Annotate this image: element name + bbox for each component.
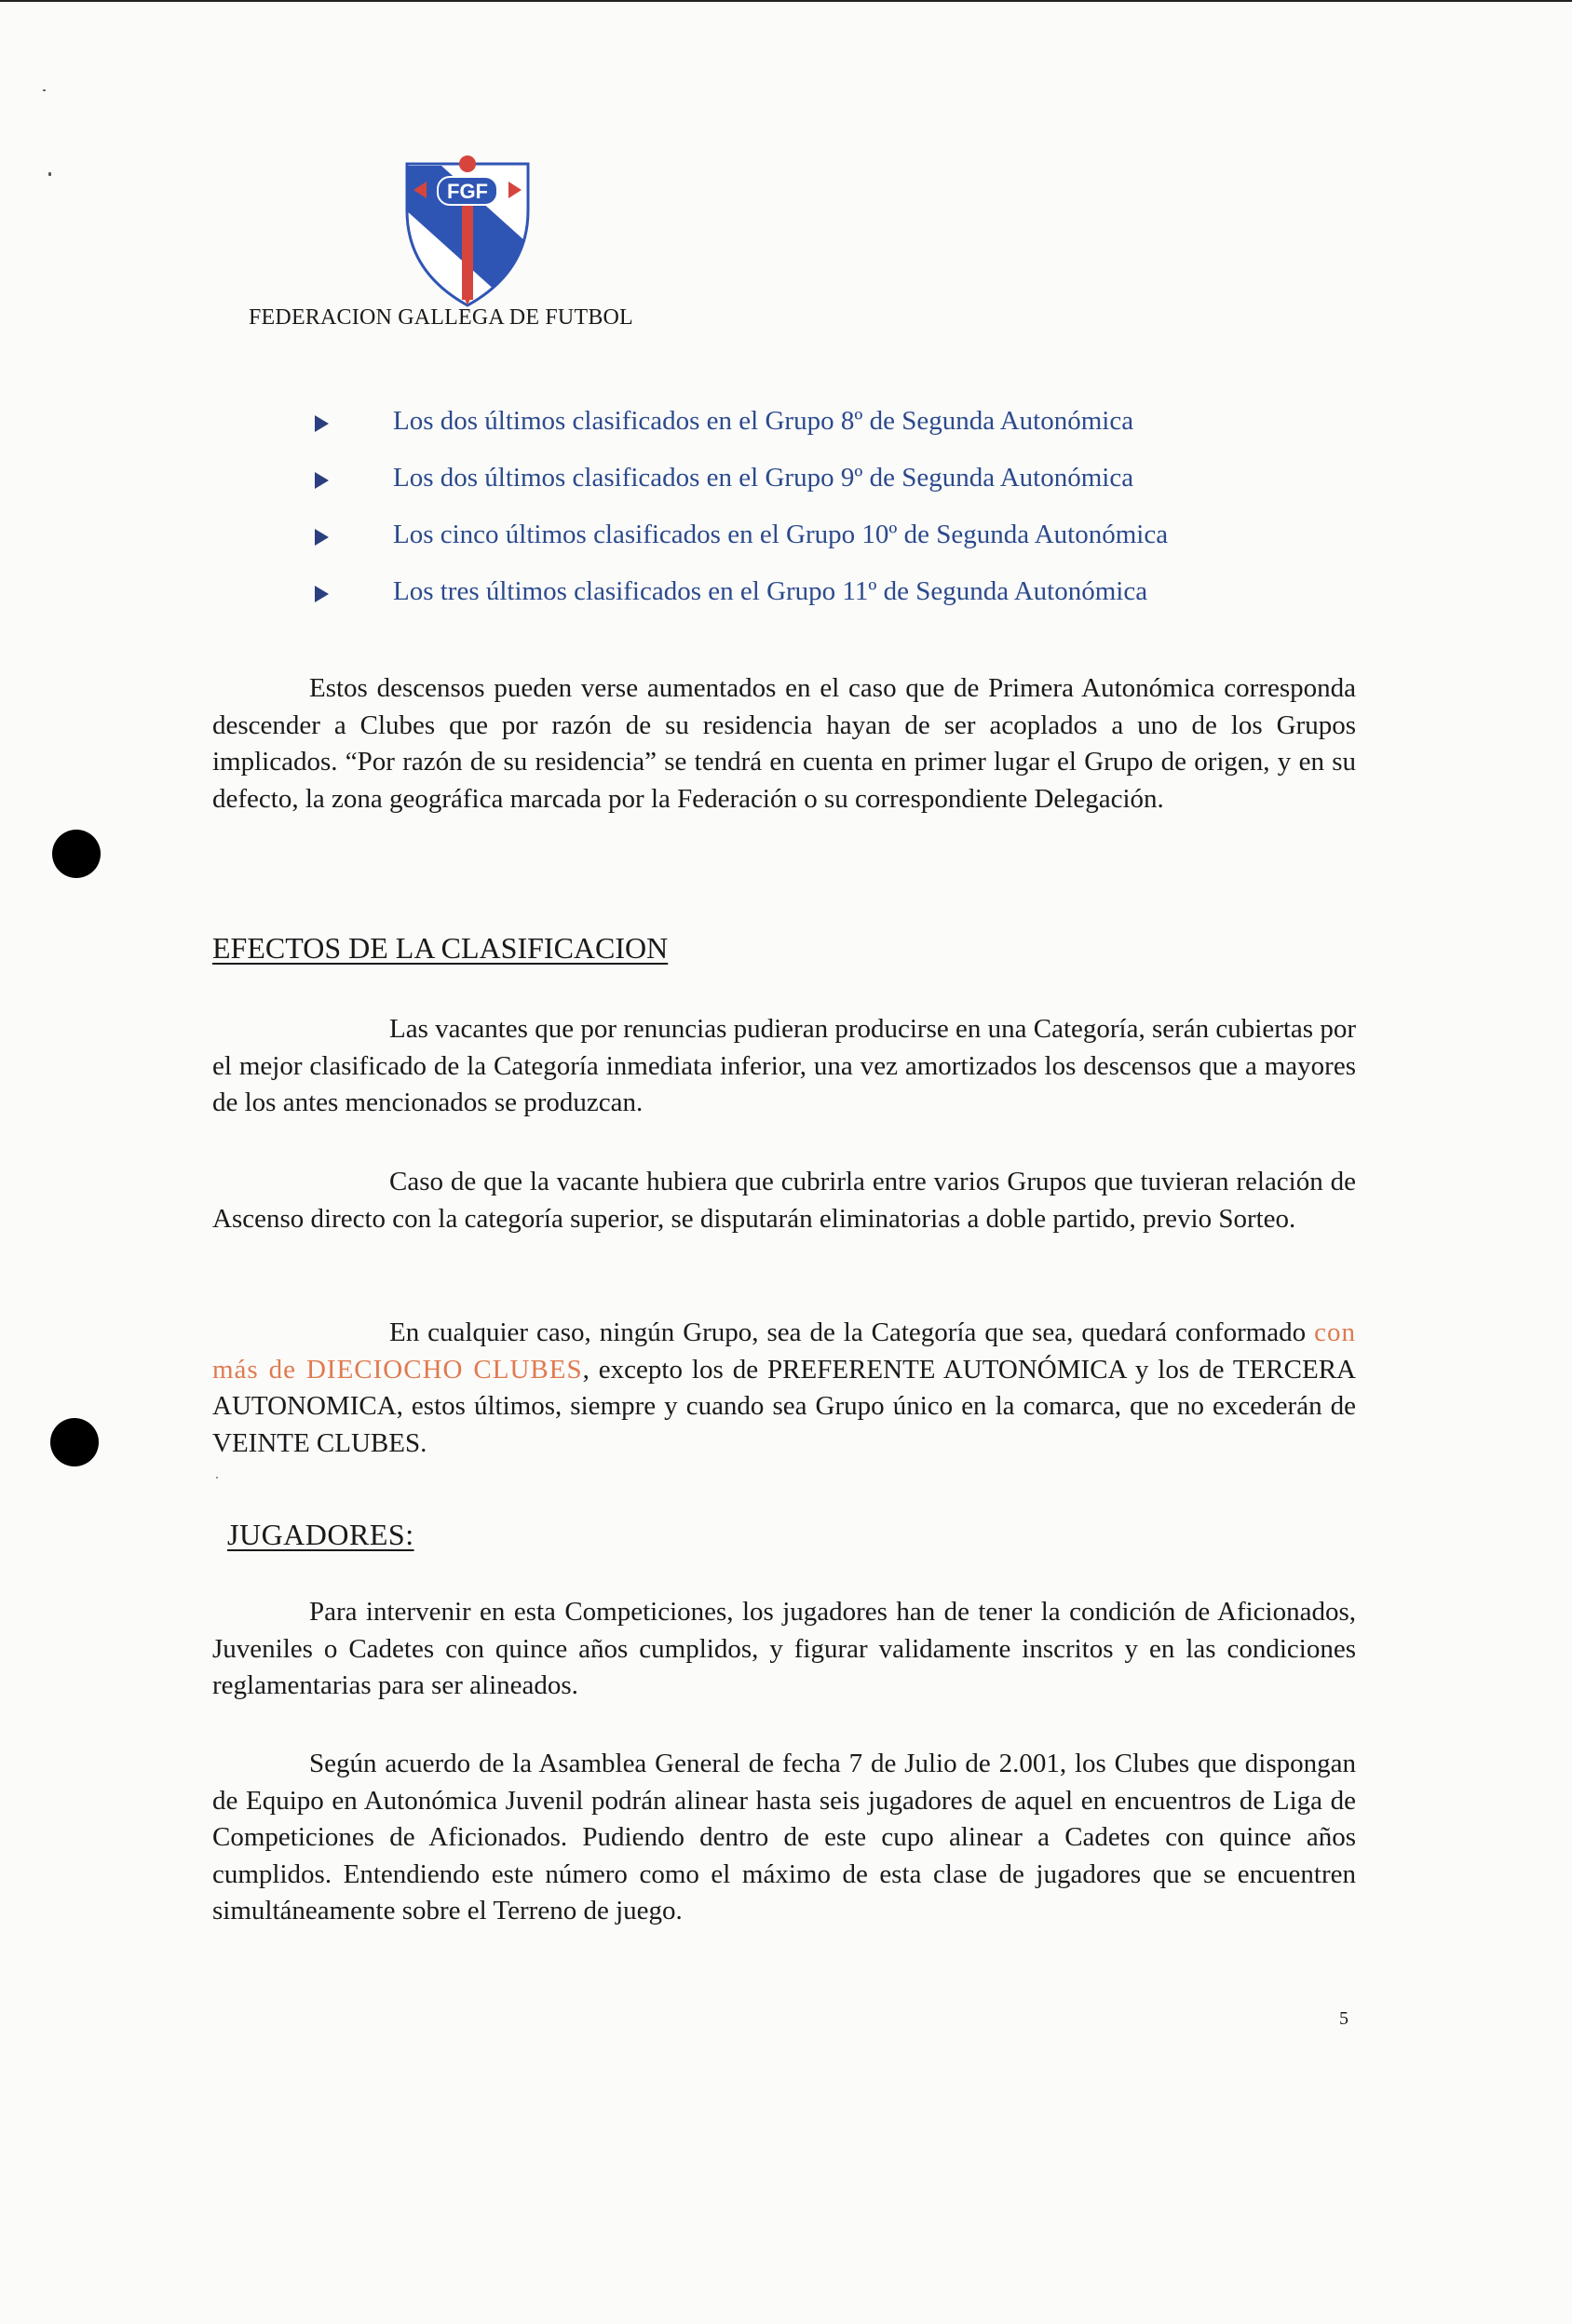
list-item-text: Los tres últimos clasificados en el Grupo 11º de Segunda Autonómica (393, 576, 1148, 606)
jugadores-paragraph-2: Según acuerdo de la Asamblea General de fecha 7 de Julio de 2.001, los Clubes que dispongan de Equipo en Autonómica Juvenil podrán alinear hasta seis jugadores de aquel en encuentros de Liga de Competiciones de Aficionados. Pudiendo dentro de este cupo alinear a Cadetes con quince años cumplidos. Entendiendo este número como el máximo de esta clase de jugadores que se encuentren simultáneamente sobre el Terreno de juego. (212, 1749, 1356, 1925)
list-item-text: Los cinco últimos clasificados en el Grupo 10º de Segunda Autonómica (393, 520, 1169, 549)
page-number: 5 (1339, 2008, 1348, 2029)
arrow-bullet-icon (315, 415, 329, 432)
efectos-heading: EFECTOS DE LA CLASIFICACION (212, 931, 669, 965)
organization-name: FEDERACION GALLEGA DE FUTBOL (249, 305, 633, 330)
jugadores-heading: JUGADORES: (227, 1518, 414, 1551)
scan-speck (216, 1477, 218, 1479)
arrow-bullet-icon (315, 472, 329, 489)
intro-paragraph: Estos descensos pueden verse aumentados en el caso que de Primera Autonómica corresponda descender a Clubes que por razón de su residencia hayan de ser acoplados a uno de los Grupos implicados. “Por razón de su residencia” se tendrá en cuenta en primer lugar el Grupo de origen, y en su defecto, la zona geográfica marcada por la Federación o su correspondiente Delegación. (212, 673, 1356, 814)
punch-hole-upper (52, 830, 101, 878)
efectos-paragraph-1: Las vacantes que por renuncias pudieran producirse en una Categoría, serán cubiertas por el mejor clasificado de la Categoría inmediata inferior, una vez amortizados los descensos que a mayores de los antes mencionados se produzcan. (212, 1014, 1356, 1117)
scan-speck (48, 172, 51, 176)
list-item-text: Los dos últimos clasificados en el Grupo 9º de Segunda Autonómica (393, 463, 1134, 493)
efectos-paragraph-3 (212, 1315, 1356, 1462)
efectos-paragraph-3-start: En cualquier caso, ningún Grupo, sea de la Categoría que sea, quedará conformado (389, 1317, 1307, 1347)
fgf-shield-crest-icon (404, 153, 531, 307)
efectos-paragraph-3-end: , excepto los de PREFERENTE AUTONÓMICA y los de TERCERA AUTONOMICA, estos últimos, siempre y cuando sea Grupo único en la comarca, que no excederán de VEINTE CLUBES. (212, 1354, 1356, 1458)
logo-letters: FGF (447, 180, 488, 203)
arrow-bullet-icon (315, 586, 329, 602)
punch-hole-lower (50, 1418, 99, 1466)
list-item-text: Los dos últimos clasificados en el Grupo 8º de Segunda Autonómica (393, 406, 1134, 436)
jugadores-paragraph-1: Para intervenir en esta Competiciones, los jugadores han de tener la condición de Aficionados, Juveniles o Cadetes con quince años cumplidos, y figurar validamente inscritos y en las condiciones reglamentarias para ser alineados. (212, 1597, 1356, 1700)
scan-speck (43, 89, 46, 91)
arrow-bullet-icon (315, 529, 329, 546)
efectos-paragraph-2: Caso de que la vacante hubiera que cubrirla entre varios Grupos que tuvieran relación de Ascenso directo con la categoría superior, se disputarán eliminatorias a doble partido, previo Sorteo. (212, 1167, 1356, 1234)
highlighted-limit-text: con más de DIECIOCHO CLUBES (212, 1317, 1357, 1385)
